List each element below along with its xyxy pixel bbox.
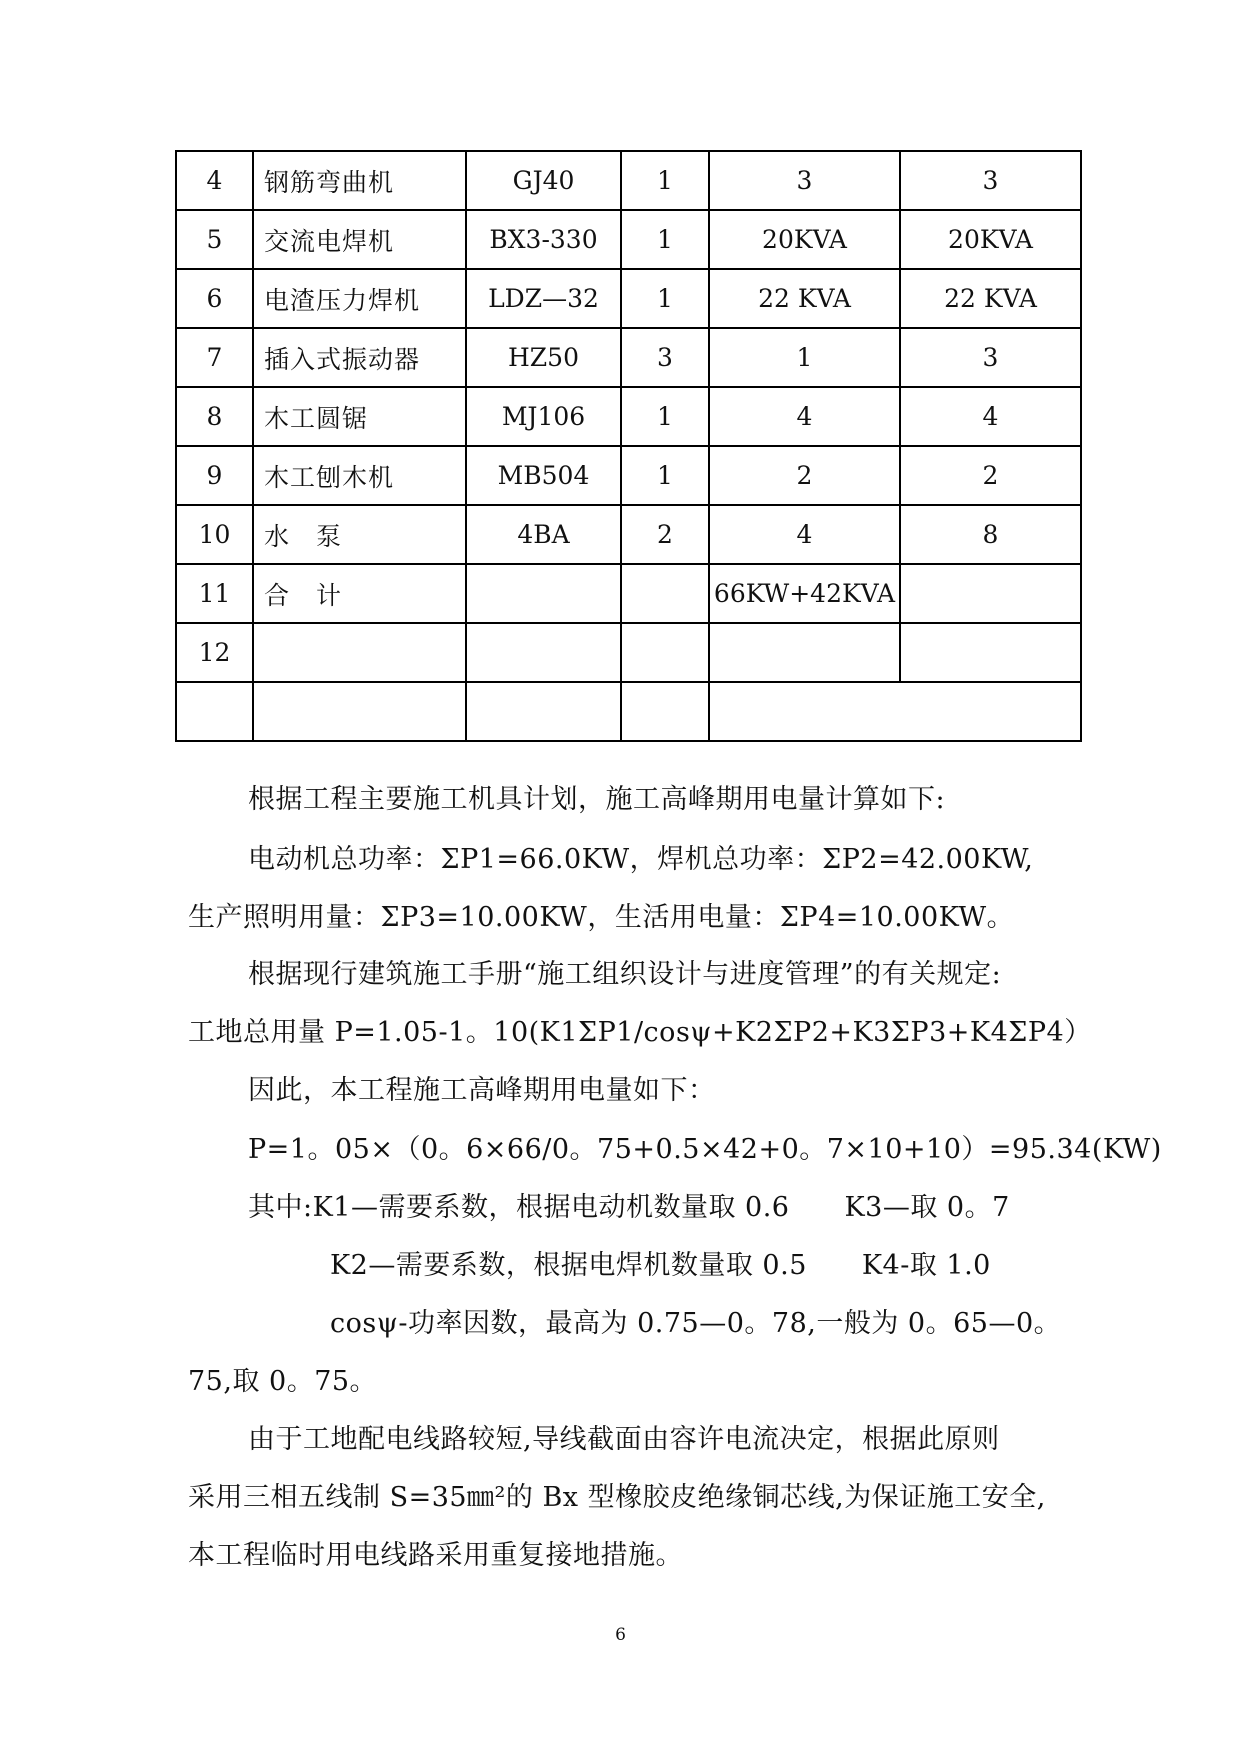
paragraph-line: 75,取 0。75。 (188, 1366, 378, 1397)
quantity-cell: 3 (621, 328, 709, 387)
table-row (176, 210, 1081, 269)
table-row (176, 151, 1081, 210)
equipment-name-cell: 交流电焊机 (253, 210, 466, 269)
paragraph-line: cosψ-功率因数，最高为 0.75—0。78,一般为 0。65—0。 (330, 1308, 1062, 1339)
quantity-cell (621, 623, 709, 682)
table-row (176, 387, 1081, 446)
table-row (176, 505, 1081, 564)
equipment-name-cell: 木工圆锯 (253, 387, 466, 446)
paragraph-line: K2—需要系数，根据电焊机数量取 0.5 K4-取 1.0 (330, 1250, 991, 1281)
quantity-cell: 1 (621, 151, 709, 210)
row-number-cell: 12 (176, 623, 253, 682)
table-row (176, 446, 1081, 505)
unit-power-cell: 4 (709, 387, 900, 446)
equipment-name-cell: 电渣压力焊机 (253, 269, 466, 328)
equipment-table (175, 150, 1082, 742)
paragraph-line: 本工程临时用电线路采用重复接地措施。 (188, 1540, 683, 1571)
model-cell: BX3-330 (466, 210, 621, 269)
unit-power-cell: 3 (709, 151, 900, 210)
unit-power-cell (709, 682, 1081, 741)
model-cell: 4BA (466, 505, 621, 564)
row-number-cell: 4 (176, 151, 253, 210)
unit-power-cell (709, 623, 900, 682)
row-number-cell: 10 (176, 505, 253, 564)
quantity-cell: 1 (621, 269, 709, 328)
paragraph-line: 由于工地配电线路较短,导线截面由容许电流决定，根据此原则 (248, 1424, 1000, 1455)
equipment-name-cell (253, 623, 466, 682)
quantity-cell: 1 (621, 210, 709, 269)
unit-power-cell: 4 (709, 505, 900, 564)
unit-power-cell: 66KW+42KVA (709, 564, 900, 623)
paragraph-line: 生产照明用量：ΣP3=10.00KW，生活用电量：ΣP4=10.00KW。 (188, 902, 1015, 933)
quantity-cell (621, 564, 709, 623)
paragraph-line: 电动机总功率：ΣP1=66.0KW，焊机总功率：ΣP2=42.00KW, (248, 844, 1034, 875)
unit-power-cell: 2 (709, 446, 900, 505)
model-cell: MJ106 (466, 387, 621, 446)
equipment-name-cell: 钢筋弯曲机 (253, 151, 466, 210)
total-power-cell: 4 (900, 387, 1081, 446)
total-power-cell: 2 (900, 446, 1081, 505)
quantity-cell: 1 (621, 387, 709, 446)
model-cell: MB504 (466, 446, 621, 505)
model-cell (466, 623, 621, 682)
model-cell: LDZ—32 (466, 269, 621, 328)
row-number-cell: 8 (176, 387, 253, 446)
row-number-cell: 9 (176, 446, 253, 505)
table-row (176, 269, 1081, 328)
paragraph-line: 根据工程主要施工机具计划，施工高峰期用电量计算如下: (248, 784, 946, 815)
total-power-cell: 3 (900, 328, 1081, 387)
paragraph-line: 因此，本工程施工高峰期用电量如下： (248, 1075, 716, 1106)
formula-line: 工地总用量 P=1.05-1。10(K1ΣP1/cosψ+K2ΣP2+K3ΣP3+K4ΣP4） (188, 1017, 1092, 1048)
total-power-cell: 3 (900, 151, 1081, 210)
paragraph-line: 根据现行建筑施工手册“施工组织设计与进度管理”的有关规定: (248, 959, 1002, 990)
table-row (176, 564, 1081, 623)
equipment-table-body (176, 151, 1081, 741)
formula-line: P=1。05×（0。6×66/0。75+0.5×42+0。7×10+10）=95.34(KW) (248, 1134, 1162, 1165)
paragraph-line: 采用三相五线制 S=35㎜²的 Bx 型橡胶皮绝缘铜芯线,为保证施工安全, (188, 1482, 1046, 1513)
equipment-name-cell: 插入式振动器 (253, 328, 466, 387)
row-number-cell: 6 (176, 269, 253, 328)
total-power-cell: 20KVA (900, 210, 1081, 269)
table-row (176, 682, 1081, 741)
page-number: 6 (615, 1625, 626, 1645)
total-power-cell (900, 564, 1081, 623)
equipment-name-cell: 木工刨木机 (253, 446, 466, 505)
quantity-cell: 2 (621, 505, 709, 564)
paragraph-line: 其中:K1—需要系数，根据电动机数量取 0.6 K3—取 0。7 (248, 1192, 1010, 1223)
table-row (176, 328, 1081, 387)
quantity-cell (621, 682, 709, 741)
row-number-cell: 7 (176, 328, 253, 387)
model-cell: GJ40 (466, 151, 621, 210)
table-row (176, 623, 1081, 682)
unit-power-cell: 1 (709, 328, 900, 387)
unit-power-cell: 22 KVA (709, 269, 900, 328)
equipment-name-cell (253, 682, 466, 741)
equipment-name-cell: 合 计 (253, 564, 466, 623)
model-cell (466, 682, 621, 741)
total-power-cell (900, 623, 1081, 682)
total-power-cell: 22 KVA (900, 269, 1081, 328)
row-number-cell: 5 (176, 210, 253, 269)
model-cell (466, 564, 621, 623)
quantity-cell: 1 (621, 446, 709, 505)
unit-power-cell: 20KVA (709, 210, 900, 269)
row-number-cell (176, 682, 253, 741)
total-power-cell: 8 (900, 505, 1081, 564)
model-cell: HZ50 (466, 328, 621, 387)
row-number-cell: 11 (176, 564, 253, 623)
equipment-name-cell: 水 泵 (253, 505, 466, 564)
